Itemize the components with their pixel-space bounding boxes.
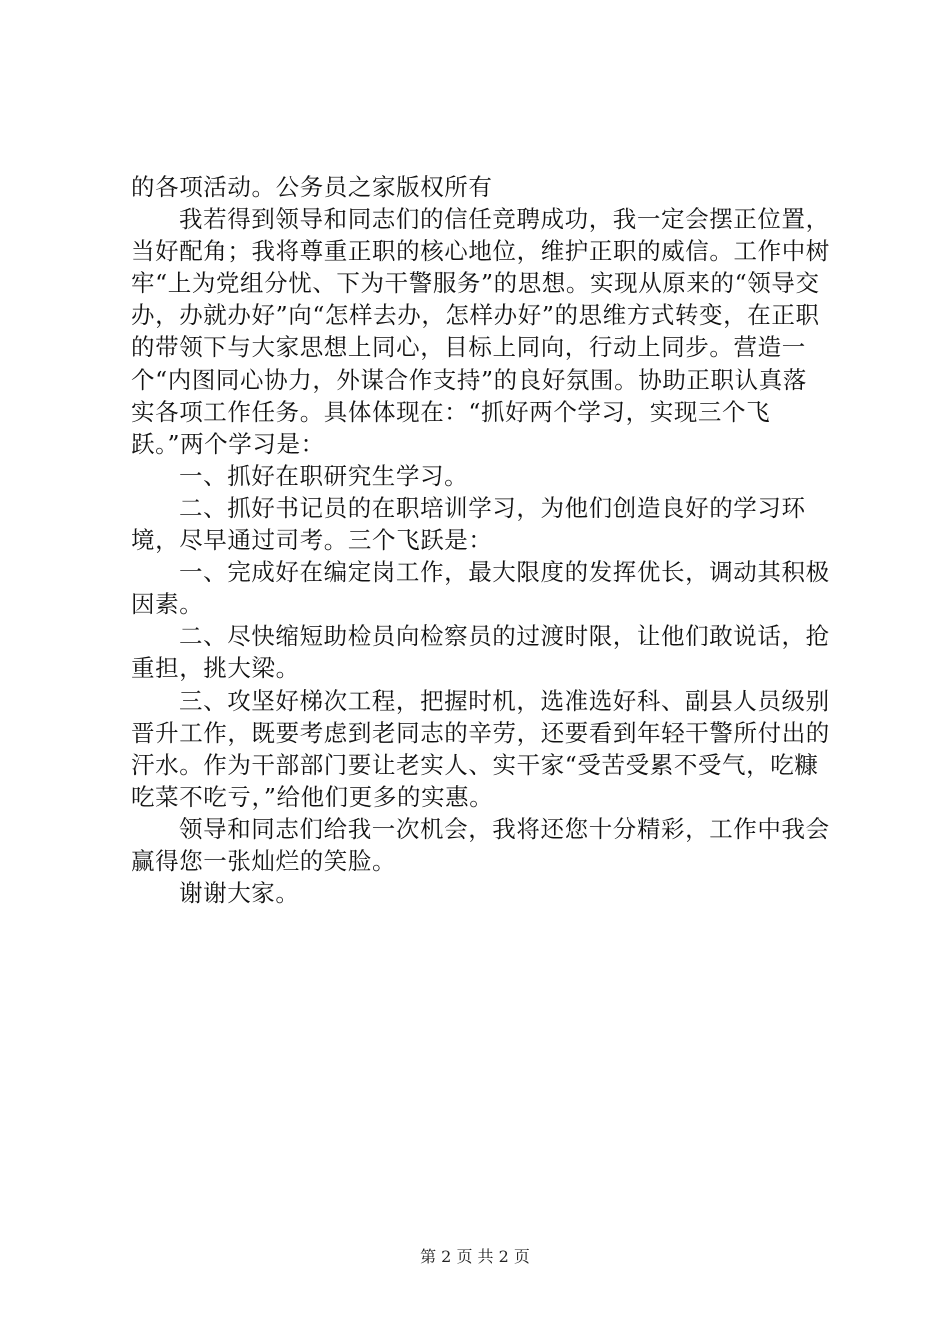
paragraph-study-one: 一、抓好在职研究生学习。: [179, 461, 469, 490]
paragraph-thanks: 谢谢大家。: [179, 879, 300, 908]
paragraph-closing: 领导和同志们给我一次机会，我将还您十分精彩，工作中我会赢得您一张灿烂的笑脸。: [131, 814, 830, 875]
paragraph-leap-two: 二、尽快缩短助检员向检察员的过渡时限，让他们敢说话，抢重担，挑大梁。: [131, 622, 830, 683]
document-body: [131, 171, 831, 909]
paragraph-leap-one: 一、完成好在编定岗工作，最大限度的发挥优长，调动其积极因素。: [131, 558, 830, 619]
page-number-footer: 第 2 页 共 2 页: [420, 1247, 530, 1266]
paragraph-continuation: 的各项活动。公务员之家版权所有: [131, 173, 493, 201]
paragraph-study-two: 二、抓好书记员的在职培训学习，为他们创造良好的学习环境，尽早通过司考。三个飞跃是：: [131, 493, 806, 555]
paragraph-leap-three: 三、攻坚好梯次工程，把握时机，选准选好科、副县人员级别晋升工作，既要考虑到老同志的辛劳，还要看到年轻干警所付出的汗水。作为干部部门要让老实人、实干家“受苦受累不受气，吃糠吃菜不吃亏，”给他们更多的实惠。: [131, 686, 830, 811]
paragraph-commitment: 我若得到领导和同志们的信任竞聘成功，我一定会摆正位置，当好配角；我将尊重正职的核心地位，维护正职的威信。工作中树牢“上为党组分忧、下为干警服务”的思想。实现从原来的“领导交办，办就办好”向“怎样去办，怎样办好”的思维方式转变，在正职的带领下与大家思想上同心，目标上同向，行动上同步。营造一个“内图同心协力，外谋合作支持”的良好氛围。协助正职认真落实各项工作任务。具体体现在：“抓好两个学习，实现三个飞跃。”两个学习是：: [131, 205, 830, 458]
